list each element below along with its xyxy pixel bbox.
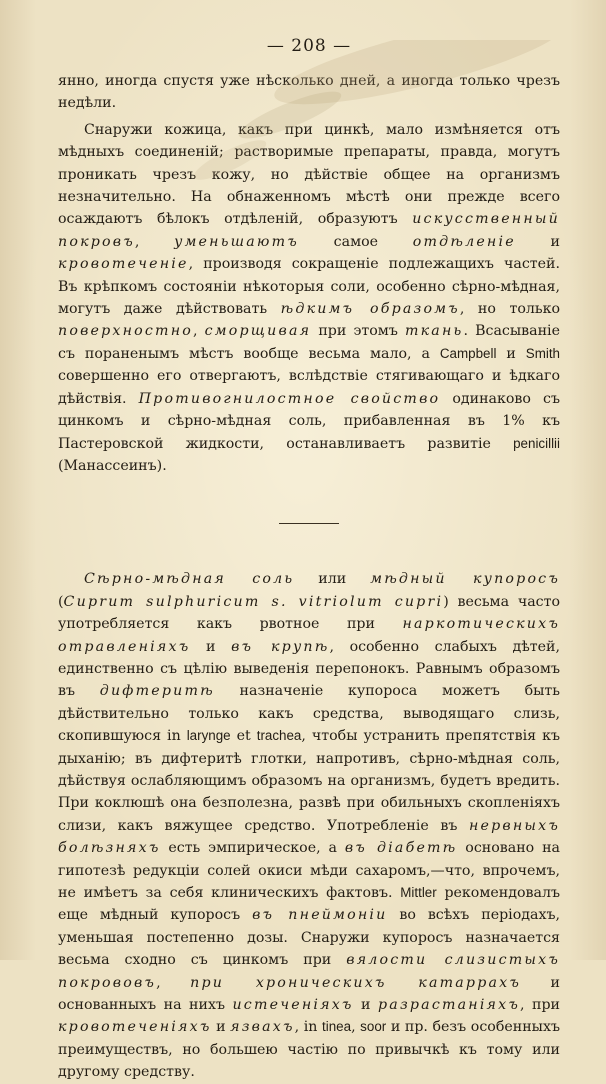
emphasized-term: поверхностно [58, 323, 193, 340]
text-run: et [230, 728, 257, 745]
text-run: совершенно его отвергаютъ, вслѣдствіе стягивающаго и ѣдкаго дѣйствія. [58, 368, 560, 407]
emphasized-term: нервныхъ болѣзняхъ [58, 817, 560, 857]
paragraph-external-action [58, 119, 560, 478]
text-run: ) весьма часто употребляется какъ рвотное при [58, 593, 560, 633]
emphasized-term: разрастаніяхъ [378, 997, 521, 1014]
emphasized-term: кровотеченіе [58, 256, 189, 273]
text-run: и [211, 1019, 231, 1036]
emphasized-term: искусственный покровъ [58, 211, 560, 250]
text-run: , особенно слабыхъ дѣтей, единственно съ цѣлію выведенія перепонокъ. Равнымъ образомъ въ [58, 638, 560, 700]
emphasized-term: Cuprum sulphuricum s. vitriolum cupri [63, 593, 444, 610]
emphasized-term: дифтеритѣ [99, 683, 215, 700]
text-run: во всѣхъ періодахъ, уменьшая постепенно дозы. Снаружи купоросъ назначается весьма сходно съ цинкомъ при [58, 907, 560, 969]
text-run: , [351, 1019, 361, 1036]
page-number: — 208 — [266, 36, 352, 56]
text-run: самое [298, 233, 413, 250]
latin-term: Mittler [400, 885, 437, 900]
latin-term: Smith [525, 345, 560, 361]
text-run: , in [294, 1019, 323, 1036]
text-run: одинаково съ цинкомъ и сѣрно-мѣдная соль, прибавленная въ 1% къ Пастеровской жидкости, останавливаетъ развитіе [58, 390, 560, 452]
text-run: и основанныхъ на нихъ [58, 974, 560, 1014]
text-run: , производя сокращеніе подлежащихъ частей. Въ крѣпкомъ состояніи нѣкоторыя соли, особенно сѣрно-мѣдная, могутъ даже дѣйствовать [58, 256, 560, 318]
paragraph-copper-sulphate [58, 568, 560, 1083]
emphasized-term: Противогнилостное свойство [138, 390, 441, 407]
text-run: Снаружи кожица, какъ при цинкѣ, мало измѣняется отъ мѣдныхъ соединеній; растворимые препараты, правда, могутъ проникать чрезъ кожу, но дѣйствіе общее на организмъ незначительно. На обнаженномъ мѣстѣ они прежде всего осаждаютъ бѣлокъ отдѣленій, образуютъ [58, 121, 560, 228]
text-run: или [294, 571, 371, 588]
emphasized-term: Сѣрно-мѣдная соль [84, 571, 295, 588]
text-run: и [515, 233, 560, 250]
emphasized-term: въ крупѣ [231, 638, 330, 655]
emphasized-term: истеченіяхъ [232, 997, 354, 1014]
section-divider [279, 523, 339, 524]
latin-term: larynge [186, 728, 231, 744]
emphasized-term: уменьшаютъ [174, 233, 299, 250]
emphasized-term: ѣдкимъ образомъ [280, 301, 460, 318]
text-run: и [496, 345, 526, 362]
text-run: и [353, 997, 378, 1014]
text-run: , но только [459, 301, 561, 318]
emphasized-term: въ діабетѣ [344, 840, 458, 857]
emphasized-term: при хроническихъ катаррахъ [190, 974, 522, 991]
text-run: назначеніе купороса можетъ быть дѣйствительно только какъ средства, выводящаго слизь, скопившуюся in [58, 683, 560, 745]
text-run: , [134, 233, 175, 250]
text-run: и пр. безъ особенныхъ преимуществъ, но большею частію по привычкѣ къ тому или другому средству. [58, 1019, 560, 1081]
latin-term: penicillii [513, 435, 560, 451]
text-run: , при [520, 997, 561, 1014]
latin-term: trachea [256, 728, 302, 744]
latin-term: soor [360, 1019, 387, 1035]
emphasized-term: мѣдный купоросъ [370, 571, 560, 588]
text-run: , [193, 323, 205, 340]
text-run: основано на гипотезѣ редукціи солей окиси мѣди сахаромъ,—что, впрочемъ, не имѣетъ за себя клиническихъ фактовъ. [58, 840, 560, 901]
text-run: , [156, 974, 191, 991]
emphasized-term: сморщивая [204, 323, 312, 340]
emphasized-term: въ пнеймоніи [252, 907, 388, 924]
text-run: и [190, 638, 232, 655]
text-run: (Манассеинъ). [58, 457, 167, 474]
text-run: . Всасываніе съ пораненымъ мѣстъ вообще весьма мало, а [58, 323, 560, 362]
text-run: рекомендовалъ еще мѣдный купоросъ [58, 885, 560, 924]
emphasized-term: язвахъ [230, 1019, 295, 1036]
emphasized-term: отдѣленіе [412, 233, 516, 250]
latin-term: tinea [322, 1019, 352, 1035]
emphasized-term: кровотеченіяхъ [58, 1019, 212, 1036]
paragraph-continuation [58, 70, 560, 115]
text-run: ( [58, 593, 64, 610]
emphasized-term: вялости слизистыхъ покрововъ [58, 952, 560, 991]
text-run: есть эмпирическое, а [160, 840, 345, 857]
text-run: янно, иногда спустя уже нѣсколько дней, а иногда только чрезъ недѣли. [58, 73, 560, 112]
text-run: при этомъ [311, 323, 405, 340]
latin-term: Campbell [439, 345, 497, 361]
emphasized-term: наркотическихъ отравленіяхъ [58, 616, 560, 655]
text-run: , чтобы устранить препятствія къ дыханію; въ дифтеритѣ глотки, напротивъ, сѣрно-мѣдная соль, дѣйствуя ослабляющимъ образомъ на организмъ, будетъ вредить. При коклюшѣ она безполезна, развѣ при обильныхъ скопленіяхъ слизи, какъ вяжущее средство. Употребленіе въ [58, 728, 560, 834]
emphasized-term: ткань [404, 323, 464, 340]
